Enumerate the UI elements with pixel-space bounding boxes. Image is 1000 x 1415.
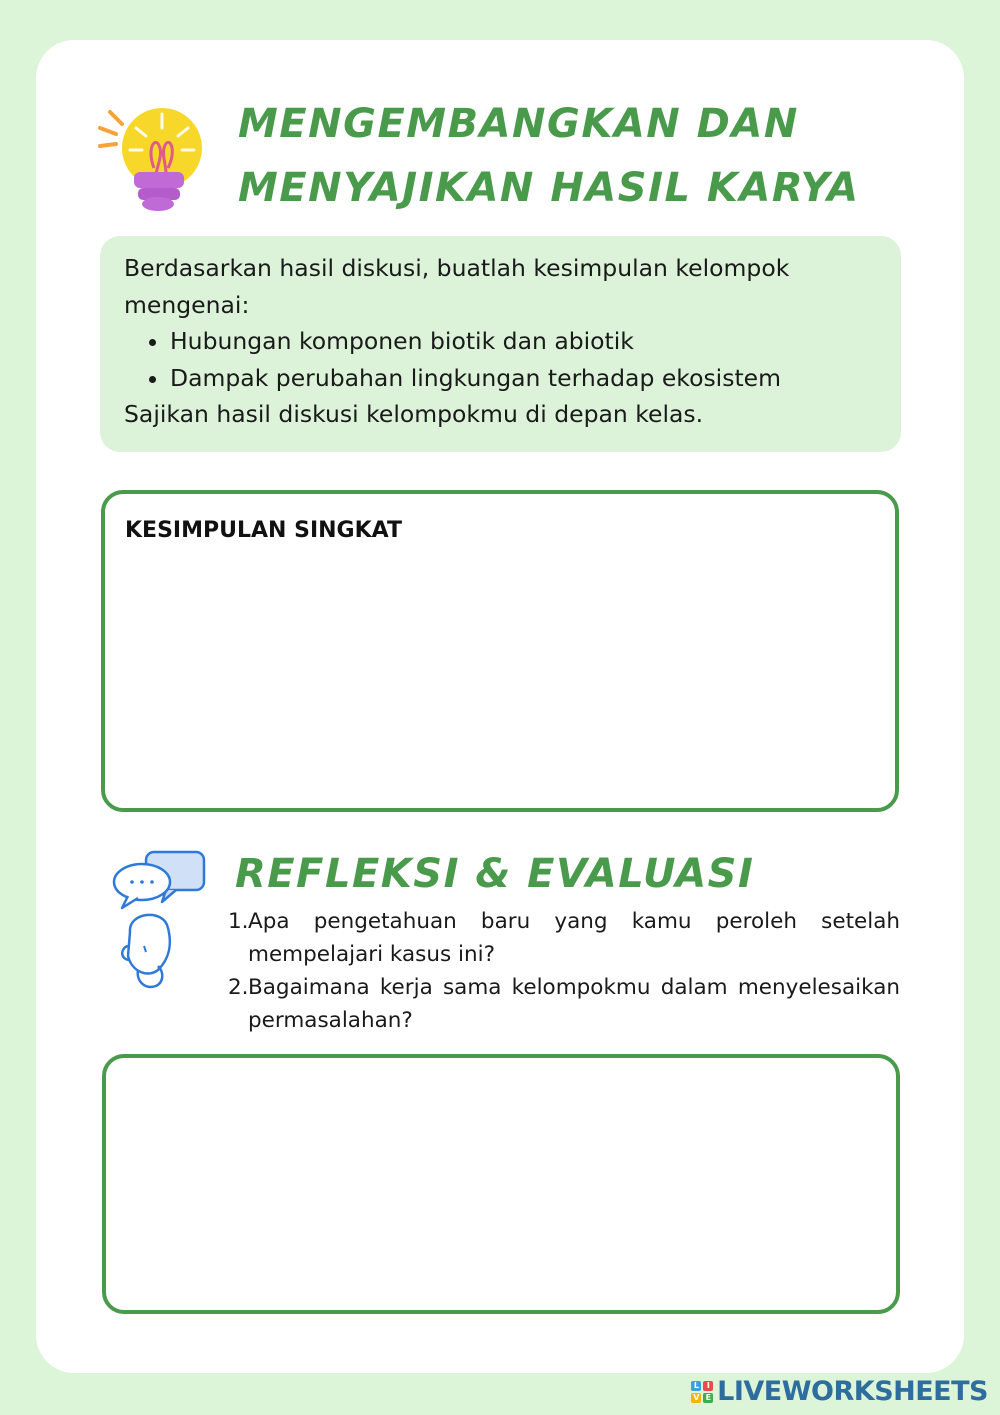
- logo-letter: L: [691, 1381, 701, 1391]
- question-item: [228, 905, 900, 971]
- thinking-person-chat-icon: [108, 848, 208, 998]
- logo-letter: E: [703, 1393, 713, 1403]
- instruction-bullets: [124, 323, 877, 396]
- instruction-box: [100, 236, 901, 452]
- instruction-closing: Sajikan hasil diskusi kelompokmu di depan kelas.: [124, 400, 704, 428]
- section-title-develop: MENGEMBANGKAN DAN MENYAJIKAN HASIL KARYA: [238, 101, 860, 211]
- logo-letter: I: [703, 1381, 713, 1391]
- conclusion-label: KESIMPULAN SINGKAT: [125, 518, 402, 543]
- instruction-intro: Berdasarkan hasil diskusi, buatlah kesimpulan kelompok mengenai:: [124, 254, 790, 319]
- liveworksheets-brand: [691, 1376, 988, 1407]
- bullet-item: • Dampak perubahan lingkungan terhadap ekosistem: [170, 360, 877, 397]
- reflection-answer-box[interactable]: [102, 1054, 900, 1314]
- question-number: 1.: [228, 909, 249, 934]
- bullet-item: • Hubungan komponen biotik dan abiotik: [170, 323, 877, 360]
- logo-letter: V: [691, 1393, 701, 1403]
- question-number: 2.: [228, 975, 249, 1000]
- reflection-questions: [228, 905, 900, 1037]
- brand-name: LIVEWORKSHEETS: [717, 1376, 988, 1407]
- lightbulb-icon: [96, 98, 208, 214]
- question-text: Bagaimana kerja sama kelompokmu dalam menyelesaikan permasalahan?: [248, 975, 900, 1033]
- question-text: Apa pengetahuan baru yang kamu peroleh setelah mempelajari kasus ini?: [248, 909, 900, 967]
- liveworksheets-logo-icon: [691, 1381, 713, 1403]
- conclusion-answer-box[interactable]: [101, 490, 899, 812]
- section-title-reflection: REFLEKSI & EVALUASI: [235, 851, 755, 897]
- question-item: [228, 971, 900, 1037]
